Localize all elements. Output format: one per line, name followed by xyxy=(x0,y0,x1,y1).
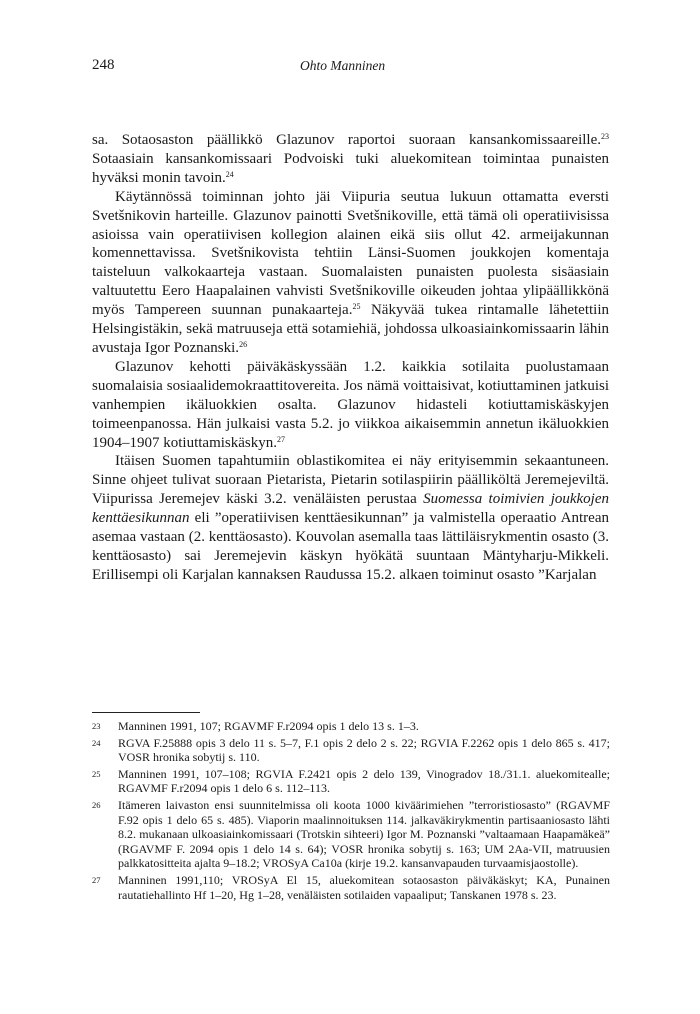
footnote-ref[interactable]: 26 xyxy=(239,339,248,349)
text-run: Itäisen Suomen tapahtumiin oblastikomitea ei näy erityisemmin sekaantuneen. Sinne ohjeet tulivat suoraan Pietarista, Pietarin sotilaspiirin päälliköltä Jeremejeviltä. Viipurissa Jeremejev käski 3.2. venäläisten perustaa xyxy=(92,453,609,508)
body-text xyxy=(92,131,609,585)
footnote-ref[interactable]: 25 xyxy=(352,302,361,312)
paragraph-1 xyxy=(92,131,609,188)
running-head: Ohto Manninen xyxy=(300,58,386,73)
footnote-number: 23 xyxy=(92,721,101,731)
footnote xyxy=(92,719,610,734)
footnote xyxy=(92,767,610,796)
footnote-number: 26 xyxy=(92,799,101,810)
text-run: Käytännössä toiminnan johto jäi Viipuria seutua lukuun ottamatta eversti Svetšnikovin harteille. Glazunov painotti Svetšnikoville, että tämä oli operatiivisissa asioissa vain operatiivisen kollegion alainen eikä siis ollut 42. armeijakunnan komennettavissa. Svetšnikovista tehtiin Länsi-Suomen joukkojen komentaja taisteluun valkokaarteja vastaan. Suomalaisten punaisten puolesta sisäasiain valtuutettu Eero Haapalainen vahvisti Svetšnikoville oikeuden johtaa ylipäällikkönä myös Tampereen suunnan punakaarteja. xyxy=(92,188,609,319)
footnote-text: Manninen 1991, 107–108; RGVIA F.2421 opis 2 delo 139, Vinogradov 18./31.1. aluekomitealle; RGAVMF F.r2094 opis 1 delo 6 s. 112–113. xyxy=(118,766,610,796)
page-number: 248 xyxy=(92,57,115,73)
footnote-rule xyxy=(92,712,200,713)
footnote-ref[interactable]: 24 xyxy=(225,169,234,179)
footnote xyxy=(92,736,610,765)
footnote-ref[interactable]: 27 xyxy=(277,434,285,444)
text-run: eli ”operatiivisen kenttäesikunnan” ja valmistella operaatio Antrean asemaa vastaan (2. kenttäosasto). Kouvolan asemalla taas lättiläisrykmentin osasto (3. kenttäosasto) sai Jeremejevin käskyn hyökätä suuntaan Mäntyharju-Mikkeli. Erillisempi oli Karjalan kannaksen Raudussa 15.2. alkaen toiminut osasto ”Karjalan xyxy=(92,510,609,583)
text-run: Glazunov kehotti päiväkäskyssään 1.2. kaikkia sotilaita puolustamaan suomalaisia sosiaalidemokraattitovereita. Jos nämä voittaisivat, kotiuttaminen jatkuisi vanhempien ikäluokkien osalta. Glazunov hidasteli kotiuttamiskäskyjen toimeenpanossa. Hän julkaisi vasta 5.2. jo viikkoa aikaisemmin annetun ikäluokkien 1904–1907 kotiuttamiskäskyn. xyxy=(92,358,609,451)
footnote-text: Manninen 1991, 107; RGAVMF F.r2094 opis 1 delo 13 s. 1–3. xyxy=(118,719,419,733)
footnote-text: Itämeren laivaston ensi suunnitelmissa oli koota 1000 kiväärimiehen ”terroristiosasto” (RGAVMF F.92 opis 1 delo 65 s. 485). Viaporin maalinnoituksen 114. jalkaväkirykmentin partisaaniosasto lähti 8.2. mukanaan ulkoasiainkomissaari (Trotskin sihteeri) Igor M. Poznanski ”valtaamaan Haapamäkeä” (RGAVMF F. 2094 opis 1 delo 14 s. 64); VOSR hronika sobytij s. 163; UM 2Aa-VII, matruusien palkkatositteita ajalta 9–18.2; VROSyA Ca10a (kirje 19.2. kansanvapauden turvaamisjaostolle). xyxy=(118,797,610,871)
footnote-text: RGVA F.25888 opis 3 delo 11 s. 5–7, F.1 opis 2 delo 2 s. 22; RGVIA F.2262 opis 1 delo 865 s. 417; VOSR hronika sobytij s. 110. xyxy=(118,735,610,765)
text-run: Näkyvää tukea rintamalle lähetettiin Helsingistäkin, sekä matruuseja että sotamiehiä, johdossa ulkoasiainkomissaarin lähin avustaja Igor Poznanski. xyxy=(92,302,609,356)
footnote-number: 24 xyxy=(92,737,101,748)
paragraph-2 xyxy=(92,188,609,358)
footnote-ref[interactable]: 23 xyxy=(601,132,609,141)
italic-title: Suomessa toimivien joukkojen kenttäesikunnan xyxy=(92,491,610,527)
footnote-number: 25 xyxy=(92,768,101,779)
footnote-number: 27 xyxy=(92,874,101,885)
footnotes xyxy=(92,719,610,904)
text-run: Sotaasiain kansankomissaari Podvoiski tuki aluekomitean toimintaa punaisten hyväksi monin tavoin. xyxy=(92,150,609,186)
paragraph-4 xyxy=(92,452,609,584)
footnote xyxy=(92,873,610,902)
footnote xyxy=(92,798,610,871)
text-run: sa. Sotaosaston päällikkö Glazunov raportoi suoraan kansankomissaareille. xyxy=(92,132,601,148)
footnote-text: Manninen 1991,110; VROSyA El 15, aluekomitean sotaosaston päiväkäskyt; KA, Punainen rautatiehallinto Hf 1–20, Hg 1–28, venäläisten sotilaiden vapaaliput; Tanskanen 1978 s. 23. xyxy=(118,872,610,902)
paragraph-3 xyxy=(92,358,609,453)
